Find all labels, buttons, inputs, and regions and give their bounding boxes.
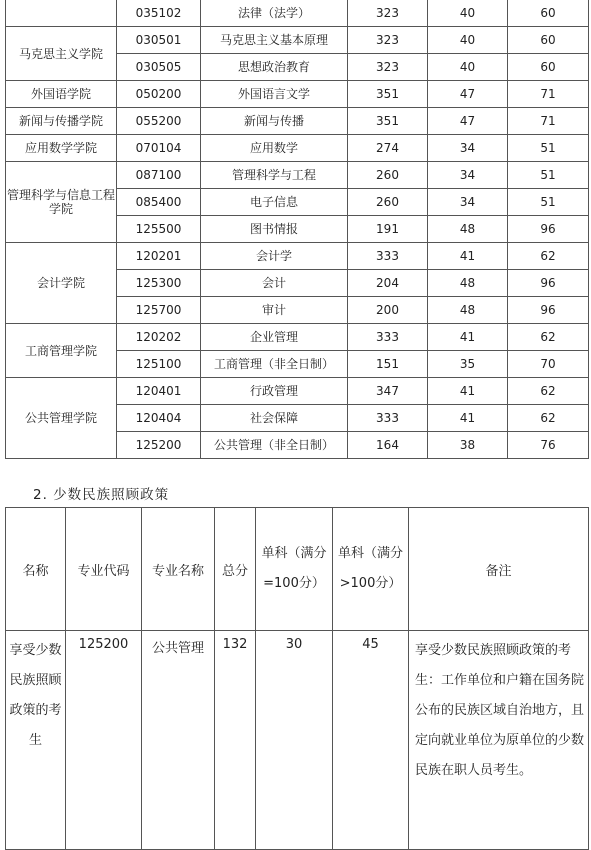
major-name: 会计学 (201, 243, 348, 270)
single-score-150: 51 (508, 162, 589, 189)
college-name: 会计学院 (6, 243, 117, 324)
single-score-150: 76 (508, 432, 589, 459)
total-score: 323 (348, 54, 428, 81)
single-score-100: 41 (428, 378, 508, 405)
single-score-100: 47 (428, 108, 508, 135)
college-name: 马克思主义学院 (6, 27, 117, 81)
major-name: 行政管理 (201, 378, 348, 405)
single-score-150: 60 (508, 54, 589, 81)
total-score: 200 (348, 297, 428, 324)
single-score-100: 34 (428, 162, 508, 189)
total-score: 347 (348, 378, 428, 405)
total-score: 323 (348, 0, 428, 27)
total-score: 260 (348, 162, 428, 189)
major-name: 审计 (201, 297, 348, 324)
header-single-100: 单科（满分 =100分） (256, 508, 333, 631)
total-score: 164 (348, 432, 428, 459)
college-name: 应用数学学院 (6, 135, 117, 162)
college-name (6, 0, 117, 27)
major-name: 会计 (201, 270, 348, 297)
policy-major: 公共管理 (142, 631, 215, 850)
major-name: 工商管理（非全日制） (201, 351, 348, 378)
single-score-150: 70 (508, 351, 589, 378)
major-name: 企业管理 (201, 324, 348, 351)
single-score-100: 48 (428, 216, 508, 243)
single-score-100: 48 (428, 270, 508, 297)
section-heading: 2. 少数民族照顾政策 (33, 487, 170, 503)
major-name: 应用数学 (201, 135, 348, 162)
table-row (6, 0, 589, 27)
header-remark: 备注 (409, 508, 589, 631)
total-score: 204 (348, 270, 428, 297)
single-score-100: 41 (428, 243, 508, 270)
single-score-150: 60 (508, 0, 589, 27)
single-score-150: 51 (508, 189, 589, 216)
major-name: 公共管理（非全日制） (201, 432, 348, 459)
policy-remark: 享受少数民族照顾政策的考生：工作单位和户籍在国务院公布的民族区域自治地方，且定向就业单位为原单位的少数民族在职人员考生。 (409, 631, 589, 850)
single-score-100: 35 (428, 351, 508, 378)
single-score-150: 96 (508, 270, 589, 297)
college-name: 公共管理学院 (6, 378, 117, 459)
total-score: 260 (348, 189, 428, 216)
total-score: 151 (348, 351, 428, 378)
single-score-150: 71 (508, 81, 589, 108)
total-score: 323 (348, 27, 428, 54)
major-name: 思想政治教育 (201, 54, 348, 81)
major-code: 125300 (117, 270, 201, 297)
major-code: 035102 (117, 0, 201, 27)
major-code: 125100 (117, 351, 201, 378)
single-score-100: 34 (428, 135, 508, 162)
header-name: 名称 (6, 508, 66, 631)
policy-name: 享受少数民族照顾政策的考生 (6, 631, 66, 850)
major-code: 085400 (117, 189, 201, 216)
header-single-150: 单科（满分 >100分） (333, 508, 409, 631)
major-code: 030505 (117, 54, 201, 81)
major-name: 图书情报 (201, 216, 348, 243)
score-table-body (6, 0, 589, 459)
single-score-100: 41 (428, 405, 508, 432)
total-score: 274 (348, 135, 428, 162)
total-score: 191 (348, 216, 428, 243)
college-name: 外国语学院 (6, 81, 117, 108)
college-name: 管理科学与信息工程学院 (6, 162, 117, 243)
major-code: 120404 (117, 405, 201, 432)
table-row (6, 162, 589, 189)
policy-code: 125200 (66, 631, 142, 850)
policy-table (5, 507, 589, 850)
major-code: 120401 (117, 378, 201, 405)
major-code: 030501 (117, 27, 201, 54)
single-score-100: 34 (428, 189, 508, 216)
major-name: 外国语言文学 (201, 81, 348, 108)
header-major: 专业名称 (142, 508, 215, 631)
header-total: 总分 (215, 508, 256, 631)
table-row (6, 108, 589, 135)
single-score-150: 62 (508, 324, 589, 351)
policy-header-row (6, 508, 589, 631)
policy-data-row (6, 631, 589, 850)
total-score: 333 (348, 405, 428, 432)
table-row (6, 27, 589, 54)
score-table (5, 0, 589, 459)
single-score-100: 40 (428, 27, 508, 54)
major-code: 120202 (117, 324, 201, 351)
major-name: 电子信息 (201, 189, 348, 216)
major-code: 125500 (117, 216, 201, 243)
table-row (6, 378, 589, 405)
total-score: 333 (348, 243, 428, 270)
single-score-150: 96 (508, 216, 589, 243)
single-score-150: 62 (508, 405, 589, 432)
single-score-150: 62 (508, 378, 589, 405)
major-name: 法律（法学） (201, 0, 348, 27)
single-score-150: 96 (508, 297, 589, 324)
total-score: 351 (348, 81, 428, 108)
header-code: 专业代码 (66, 508, 142, 631)
major-name: 管理科学与工程 (201, 162, 348, 189)
major-name: 社会保障 (201, 405, 348, 432)
major-code: 120201 (117, 243, 201, 270)
college-name: 新闻与传播学院 (6, 108, 117, 135)
single-score-100: 40 (428, 54, 508, 81)
table-row (6, 135, 589, 162)
major-name: 新闻与传播 (201, 108, 348, 135)
single-score-100: 40 (428, 0, 508, 27)
total-score: 333 (348, 324, 428, 351)
table-row (6, 324, 589, 351)
major-code: 070104 (117, 135, 201, 162)
policy-single-150: 45 (333, 631, 409, 850)
major-code: 050200 (117, 81, 201, 108)
single-score-100: 48 (428, 297, 508, 324)
policy-total: 132 (215, 631, 256, 850)
major-code: 055200 (117, 108, 201, 135)
major-name: 马克思主义基本原理 (201, 27, 348, 54)
table-row (6, 81, 589, 108)
single-score-150: 62 (508, 243, 589, 270)
single-score-100: 47 (428, 81, 508, 108)
single-score-150: 71 (508, 108, 589, 135)
table-row (6, 243, 589, 270)
single-score-150: 51 (508, 135, 589, 162)
major-code: 087100 (117, 162, 201, 189)
single-score-100: 41 (428, 324, 508, 351)
single-score-150: 60 (508, 27, 589, 54)
policy-single-100: 30 (256, 631, 333, 850)
major-code: 125700 (117, 297, 201, 324)
single-score-100: 38 (428, 432, 508, 459)
major-code: 125200 (117, 432, 201, 459)
total-score: 351 (348, 108, 428, 135)
college-name: 工商管理学院 (6, 324, 117, 378)
